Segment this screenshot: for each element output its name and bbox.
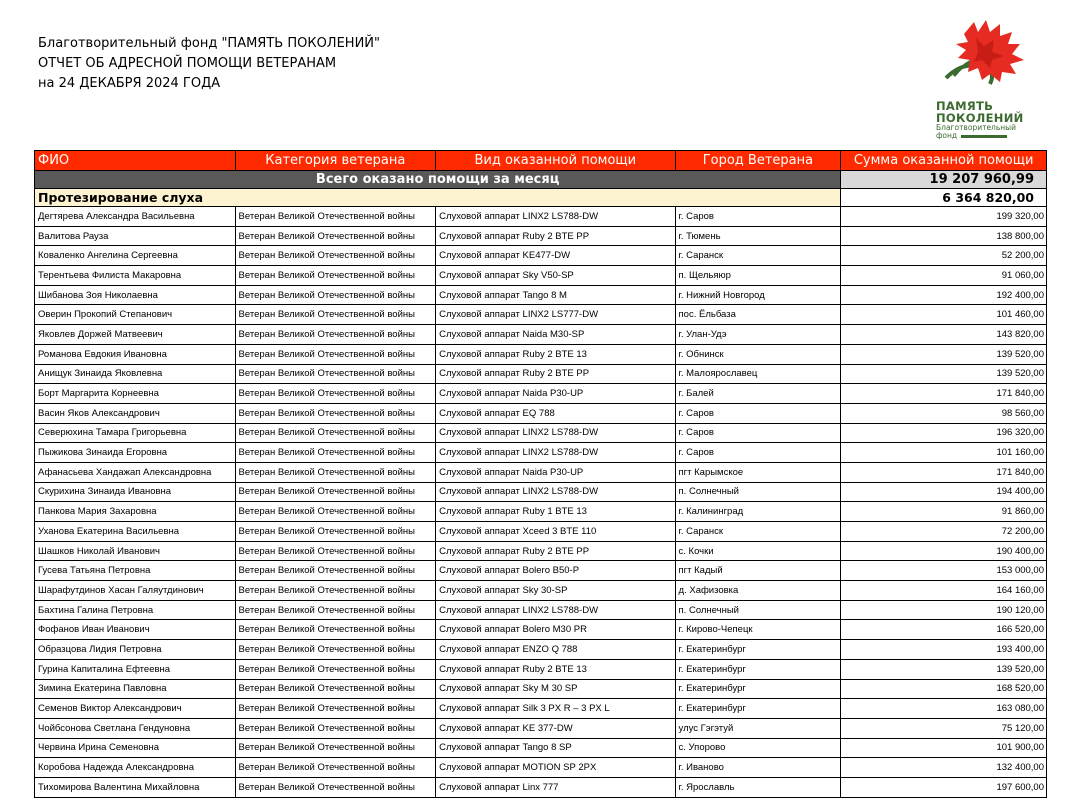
cell-fio: Коробова Надежда Александровна bbox=[35, 758, 236, 778]
cell-fio: Пыжикова Зинаида Егоровна bbox=[35, 443, 236, 463]
column-header-assistance-type: Вид оказанной помощи bbox=[436, 151, 675, 171]
cell-city: улус Гэгэтуй bbox=[675, 718, 841, 738]
table-row bbox=[35, 207, 1047, 227]
cell-assistance-type: Слуховой аппарат Sky M 30 SP bbox=[436, 679, 675, 699]
column-header-sum: Сумма оказанной помощи bbox=[841, 151, 1047, 171]
cell-assistance-type: Слуховой аппарат Linx 777 bbox=[436, 777, 675, 797]
fund-name: Благотворительный фонд "ПАМЯТЬ ПОКОЛЕНИЙ" bbox=[38, 36, 380, 51]
cell-category: Ветеран Великой Отечественной войны bbox=[235, 344, 436, 364]
cell-fio: Тихомирова Валентина Михайловна bbox=[35, 777, 236, 797]
cell-assistance-type: Слуховой аппарат LINX2 LS788-DW bbox=[436, 207, 675, 227]
cell-sum: 166 520,00 bbox=[841, 620, 1047, 640]
table-row bbox=[35, 620, 1047, 640]
cell-city: г. Саранск bbox=[675, 246, 841, 266]
assistance-table bbox=[34, 150, 1047, 798]
cell-assistance-type: Слуховой аппарат Xceed 3 BTE 110 bbox=[436, 522, 675, 542]
cell-sum: 190 120,00 bbox=[841, 600, 1047, 620]
report-header bbox=[38, 34, 380, 94]
cell-category: Ветеран Великой Отечественной войны bbox=[235, 522, 436, 542]
table-row bbox=[35, 777, 1047, 797]
cell-city: г. Екатеринбург bbox=[675, 659, 841, 679]
cell-category: Ветеран Великой Отечественной войны bbox=[235, 699, 436, 719]
cell-fio: Семенов Виктор Александрович bbox=[35, 699, 236, 719]
cell-assistance-type: Слуховой аппарат LINX2 LS788-DW bbox=[436, 443, 675, 463]
cell-fio: Фофанов Иван Иванович bbox=[35, 620, 236, 640]
cell-city: г. Калининград bbox=[675, 502, 841, 522]
total-row bbox=[35, 171, 1047, 189]
cell-sum: 138 800,00 bbox=[841, 226, 1047, 246]
cell-city: г. Екатеринбург bbox=[675, 699, 841, 719]
cell-category: Ветеран Великой Отечественной войны bbox=[235, 443, 436, 463]
cell-sum: 91 860,00 bbox=[841, 502, 1047, 522]
cell-sum: 171 840,00 bbox=[841, 462, 1047, 482]
cell-city: д. Хафизовка bbox=[675, 581, 841, 601]
cell-category: Ветеран Великой Отечественной войны bbox=[235, 640, 436, 660]
cell-category: Ветеран Великой Отечественной войны bbox=[235, 502, 436, 522]
cell-city: г. Кирово-Чепецк bbox=[675, 620, 841, 640]
table-row bbox=[35, 659, 1047, 679]
cell-category: Ветеран Великой Отечественной войны bbox=[235, 285, 436, 305]
section-row bbox=[35, 189, 1047, 207]
cell-city: г. Иваново bbox=[675, 758, 841, 778]
cell-sum: 139 520,00 bbox=[841, 659, 1047, 679]
cell-city: г. Нижний Новгород bbox=[675, 285, 841, 305]
cell-fio: Шибанова Зоя Николаевна bbox=[35, 285, 236, 305]
cell-city: г. Обнинск bbox=[675, 344, 841, 364]
cell-fio: Коваленко Ангелина Сергеевна bbox=[35, 246, 236, 266]
cell-assistance-type: Слуховой аппарат LINX2 LS788-DW bbox=[436, 423, 675, 443]
table-row bbox=[35, 718, 1047, 738]
cell-city: г. Ярославль bbox=[675, 777, 841, 797]
logo-underline bbox=[961, 135, 1007, 138]
logo-text-line4: фонд bbox=[936, 131, 958, 140]
cell-assistance-type: Слуховой аппарат LINX2 LS788-DW bbox=[436, 482, 675, 502]
cell-category: Ветеран Великой Отечественной войны bbox=[235, 403, 436, 423]
cell-fio: Борт Маргарита Корнеевна bbox=[35, 384, 236, 404]
cell-sum: 153 000,00 bbox=[841, 561, 1047, 581]
cell-city: п. Солнечный bbox=[675, 482, 841, 502]
cell-assistance-type: Слуховой аппарат Ruby 2 BTE PP bbox=[436, 226, 675, 246]
cell-city: г. Саранск bbox=[675, 522, 841, 542]
cell-city: пгт Карымское bbox=[675, 462, 841, 482]
table-row bbox=[35, 640, 1047, 660]
cell-sum: 75 120,00 bbox=[841, 718, 1047, 738]
cell-assistance-type: Слуховой аппарат Bolero B50-P bbox=[436, 561, 675, 581]
table-row bbox=[35, 226, 1047, 246]
cell-city: г. Екатеринбург bbox=[675, 679, 841, 699]
table-row bbox=[35, 364, 1047, 384]
column-header-fio: ФИО bbox=[35, 151, 236, 171]
cell-assistance-type: Слуховой аппарат Sky 30-SP bbox=[436, 581, 675, 601]
cell-sum: 164 160,00 bbox=[841, 581, 1047, 601]
cell-sum: 139 520,00 bbox=[841, 364, 1047, 384]
cell-sum: 194 400,00 bbox=[841, 482, 1047, 502]
table-row bbox=[35, 581, 1047, 601]
cell-assistance-type: Слуховой аппарат Ruby 2 BTE PP bbox=[436, 541, 675, 561]
cell-category: Ветеран Великой Отечественной войны bbox=[235, 679, 436, 699]
table-row bbox=[35, 699, 1047, 719]
cell-city: г. Саров bbox=[675, 443, 841, 463]
cell-sum: 168 520,00 bbox=[841, 679, 1047, 699]
table-row bbox=[35, 462, 1047, 482]
cell-city: г. Саров bbox=[675, 403, 841, 423]
cell-sum: 199 320,00 bbox=[841, 207, 1047, 227]
carnation-icon bbox=[924, 20, 1034, 100]
cell-assistance-type: Слуховой аппарат Ruby 2 BTE PP bbox=[436, 364, 675, 384]
table-header-row bbox=[35, 151, 1047, 171]
cell-sum: 101 460,00 bbox=[841, 305, 1047, 325]
cell-assistance-type: Слуховой аппарат Bolero M30 PR bbox=[436, 620, 675, 640]
cell-fio: Гурина Капиталина Ефтеевна bbox=[35, 659, 236, 679]
total-label: Всего оказано помощи за месяц bbox=[35, 171, 841, 189]
report-date: на 24 ДЕКАБРЯ 2024 ГОДА bbox=[38, 76, 221, 91]
cell-city: г. Малоярославец bbox=[675, 364, 841, 384]
cell-assistance-type: Слуховой аппарат Naida M30-SP bbox=[436, 325, 675, 345]
cell-category: Ветеран Великой Отечественной войны bbox=[235, 226, 436, 246]
cell-fio: Афанасьева Хандажап Александровна bbox=[35, 462, 236, 482]
cell-category: Ветеран Великой Отечественной войны bbox=[235, 207, 436, 227]
cell-category: Ветеран Великой Отечественной войны bbox=[235, 561, 436, 581]
cell-city: п. Солнечный bbox=[675, 600, 841, 620]
cell-sum: 139 520,00 bbox=[841, 344, 1047, 364]
cell-sum: 98 560,00 bbox=[841, 403, 1047, 423]
cell-fio: Яковлев Доржей Матвеевич bbox=[35, 325, 236, 345]
cell-sum: 101 900,00 bbox=[841, 738, 1047, 758]
cell-fio: Терентьева Филиста Макаровна bbox=[35, 266, 236, 286]
cell-sum: 193 400,00 bbox=[841, 640, 1047, 660]
cell-sum: 197 600,00 bbox=[841, 777, 1047, 797]
cell-fio: Червина Ирина Семеновна bbox=[35, 738, 236, 758]
cell-sum: 132 400,00 bbox=[841, 758, 1047, 778]
cell-city: пос. Ёльбаза bbox=[675, 305, 841, 325]
cell-sum: 101 160,00 bbox=[841, 443, 1047, 463]
cell-category: Ветеран Великой Отечественной войны bbox=[235, 266, 436, 286]
table-row bbox=[35, 738, 1047, 758]
cell-assistance-type: Слуховой аппарат LINX2 LS777-DW bbox=[436, 305, 675, 325]
cell-city: г. Улан-Удэ bbox=[675, 325, 841, 345]
section-label: Протезирование слуха bbox=[35, 189, 841, 207]
table-row bbox=[35, 600, 1047, 620]
cell-fio: Бахтина Галина Петровна bbox=[35, 600, 236, 620]
table-row bbox=[35, 541, 1047, 561]
fund-logo bbox=[924, 20, 1034, 144]
cell-assistance-type: Слуховой аппарат Naida P30-UP bbox=[436, 384, 675, 404]
cell-city: г. Балей bbox=[675, 384, 841, 404]
cell-category: Ветеран Великой Отечественной войны bbox=[235, 541, 436, 561]
column-header-category: Категория ветерана bbox=[235, 151, 436, 171]
table-row bbox=[35, 443, 1047, 463]
column-header-city: Город Ветерана bbox=[675, 151, 841, 171]
cell-category: Ветеран Великой Отечественной войны bbox=[235, 325, 436, 345]
cell-assistance-type: Слуховой аппарат KE477-DW bbox=[436, 246, 675, 266]
cell-category: Ветеран Великой Отечественной войны bbox=[235, 364, 436, 384]
table-row bbox=[35, 305, 1047, 325]
table-row bbox=[35, 522, 1047, 542]
cell-assistance-type: Слуховой аппарат Tango 8 SP bbox=[436, 738, 675, 758]
cell-fio: Валитова Рауза bbox=[35, 226, 236, 246]
cell-sum: 196 320,00 bbox=[841, 423, 1047, 443]
cell-fio: Панкова Мария Захаровна bbox=[35, 502, 236, 522]
cell-fio: Романова Евдокия Ивановна bbox=[35, 344, 236, 364]
cell-category: Ветеран Великой Отечественной войны bbox=[235, 423, 436, 443]
table-row bbox=[35, 482, 1047, 502]
table-row bbox=[35, 403, 1047, 423]
cell-sum: 171 840,00 bbox=[841, 384, 1047, 404]
table-row bbox=[35, 423, 1047, 443]
cell-category: Ветеран Великой Отечественной войны bbox=[235, 305, 436, 325]
table-row bbox=[35, 561, 1047, 581]
cell-sum: 91 060,00 bbox=[841, 266, 1047, 286]
cell-fio: Северюхина Тамара Григорьевна bbox=[35, 423, 236, 443]
total-sum: 19 207 960,99 bbox=[841, 171, 1047, 189]
cell-assistance-type: Слуховой аппарат Naida P30-UP bbox=[436, 462, 675, 482]
table-row bbox=[35, 502, 1047, 522]
cell-fio: Уханова Екатерина Васильевна bbox=[35, 522, 236, 542]
cell-fio: Гусева Татьяна Петровна bbox=[35, 561, 236, 581]
cell-fio: Шашков Николай Иванович bbox=[35, 541, 236, 561]
cell-category: Ветеран Великой Отечественной войны bbox=[235, 738, 436, 758]
cell-assistance-type: Слуховой аппарат Silk 3 PX R – 3 PX L bbox=[436, 699, 675, 719]
cell-sum: 163 080,00 bbox=[841, 699, 1047, 719]
cell-assistance-type: Слуховой аппарат Ruby 2 BTE 13 bbox=[436, 659, 675, 679]
cell-fio: Зимина Екатерина Павловна bbox=[35, 679, 236, 699]
cell-category: Ветеран Великой Отечественной войны bbox=[235, 600, 436, 620]
cell-city: пгт Кадый bbox=[675, 561, 841, 581]
cell-fio: Оверин Прокопий Степанович bbox=[35, 305, 236, 325]
cell-city: с. Упорово bbox=[675, 738, 841, 758]
logo-text-line1: ПАМЯТЬ bbox=[936, 99, 994, 113]
cell-sum: 143 820,00 bbox=[841, 325, 1047, 345]
cell-category: Ветеран Великой Отечественной войны bbox=[235, 462, 436, 482]
cell-assistance-type: Слуховой аппарат KE 377-DW bbox=[436, 718, 675, 738]
cell-fio: Скурихина Зинаида Ивановна bbox=[35, 482, 236, 502]
cell-fio: Дегтярева Александра Васильевна bbox=[35, 207, 236, 227]
cell-sum: 52 200,00 bbox=[841, 246, 1047, 266]
table-row bbox=[35, 344, 1047, 364]
cell-assistance-type: Слуховой аппарат Ruby 2 BTE 13 bbox=[436, 344, 675, 364]
cell-category: Ветеран Великой Отечественной войны bbox=[235, 659, 436, 679]
cell-category: Ветеран Великой Отечественной войны bbox=[235, 581, 436, 601]
table-row bbox=[35, 266, 1047, 286]
table-row bbox=[35, 384, 1047, 404]
cell-fio: Чойбсонова Светлана Гендуновна bbox=[35, 718, 236, 738]
cell-assistance-type: Слуховой аппарат Ruby 1 BTE 13 bbox=[436, 502, 675, 522]
table-row bbox=[35, 246, 1047, 266]
cell-category: Ветеран Великой Отечественной войны bbox=[235, 758, 436, 778]
cell-assistance-type: Слуховой аппарат MOTION SP 2PX bbox=[436, 758, 675, 778]
table-row bbox=[35, 679, 1047, 699]
cell-sum: 190 400,00 bbox=[841, 541, 1047, 561]
cell-fio: Васин Яков Александрович bbox=[35, 403, 236, 423]
cell-assistance-type: Слуховой аппарат ENZO Q 788 bbox=[436, 640, 675, 660]
cell-fio: Шарафутдинов Хасан Галяутдинович bbox=[35, 581, 236, 601]
cell-city: г. Саров bbox=[675, 423, 841, 443]
report-title: ОТЧЕТ ОБ АДРЕСНОЙ ПОМОЩИ ВЕТЕРАНАМ bbox=[38, 56, 337, 71]
cell-assistance-type: Слуховой аппарат Sky V50-SP bbox=[436, 266, 675, 286]
cell-city: г. Екатеринбург bbox=[675, 640, 841, 660]
cell-city: г. Саров bbox=[675, 207, 841, 227]
cell-city: п. Щельяюр bbox=[675, 266, 841, 286]
table-row bbox=[35, 325, 1047, 345]
cell-category: Ветеран Великой Отечественной войны bbox=[235, 384, 436, 404]
cell-fio: Образцова Лидия Петровна bbox=[35, 640, 236, 660]
cell-category: Ветеран Великой Отечественной войны bbox=[235, 246, 436, 266]
cell-sum: 192 400,00 bbox=[841, 285, 1047, 305]
cell-category: Ветеран Великой Отечественной войны bbox=[235, 777, 436, 797]
cell-category: Ветеран Великой Отечественной войны bbox=[235, 718, 436, 738]
section-sum: 6 364 820,00 bbox=[841, 189, 1047, 207]
cell-fio: Анищук Зинаида Яковлевна bbox=[35, 364, 236, 384]
cell-city: с. Кочки bbox=[675, 541, 841, 561]
cell-assistance-type: Слуховой аппарат LINX2 LS788-DW bbox=[436, 600, 675, 620]
cell-assistance-type: Слуховой аппарат EQ 788 bbox=[436, 403, 675, 423]
table-row bbox=[35, 285, 1047, 305]
table-row bbox=[35, 758, 1047, 778]
cell-category: Ветеран Великой Отечественной войны bbox=[235, 620, 436, 640]
cell-city: г. Тюмень bbox=[675, 226, 841, 246]
logo-text-line3: Благотворительный bbox=[936, 123, 1016, 132]
cell-sum: 72 200,00 bbox=[841, 522, 1047, 542]
cell-assistance-type: Слуховой аппарат Tango 8 M bbox=[436, 285, 675, 305]
logo-text-line2: ПОКОЛЕНИЙ bbox=[936, 111, 1024, 125]
cell-category: Ветеран Великой Отечественной войны bbox=[235, 482, 436, 502]
